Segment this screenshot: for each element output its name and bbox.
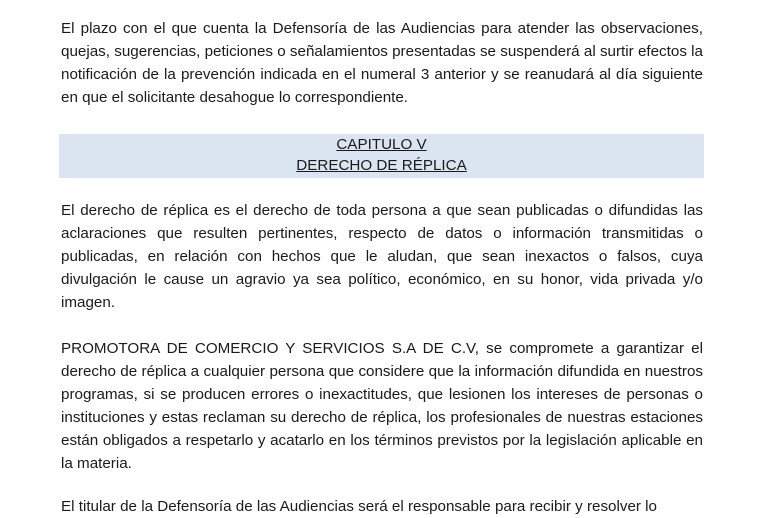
chapter-number: CAPITULO V: [336, 136, 427, 153]
paragraph-titular-defensoria: El titular de la Defensoría de las Audiencias será el responsable para recibir y resolver lo: [61, 498, 657, 515]
chapter-title: DERECHO DE RÉPLICA: [296, 157, 467, 174]
paragraph-compromiso-empresa: PROMOTORA DE COMERCIO Y SERVICIOS S.A DE C.V, se compromete a garantizar el derecho de réplica a cualquier persona que considere que la información difundida en nuestros programas, si se producen errores o inexactitudes, que lesionen los intereses de personas o instituciones y estas reclaman su derecho de réplica, los profesionales de nuestras estaciones están obligados a respetarlo y acatarlo en los términos previstos por la legislación aplicable en la materia.: [61, 340, 703, 472]
paragraph-suspension-plazo: El plazo con el que cuenta la Defensoría de las Audiencias para atender las observaciones, quejas, sugerencias, peticiones o señalamientos presentadas se suspenderá al surtir efectos la notificación de la prevención indicada en el numeral 3 anterior y se reanudará al día siguiente en que el solicitante desahogue lo correspondiente.: [61, 20, 703, 106]
chapter-heading: [59, 134, 704, 178]
paragraph-derecho-replica-definicion: El derecho de réplica es el derecho de toda persona a que sean publicadas o difundidas las aclaraciones que resulten pertinentes, respecto de datos o información transmitidas o publicadas, en relación con hechos que le aludan, que sean inexactos o falsos, cuya divulgación le cause un agravio ya sea político, económico, en su honor, vida privada y/o imagen.: [61, 202, 703, 311]
